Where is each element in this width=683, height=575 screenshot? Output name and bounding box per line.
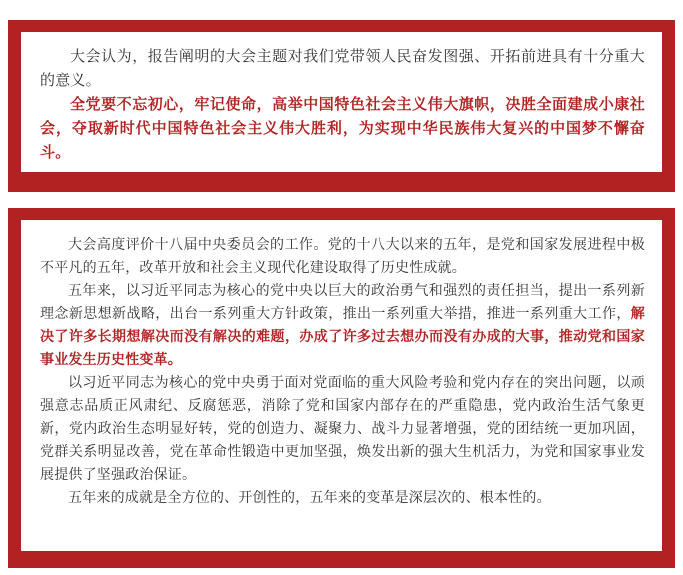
quote-panel-bottom <box>8 208 675 568</box>
five-years-text: 五年来，以习近平同志为核心的党中央以巨大的政治勇气和强烈的责任担当，提出一系列新理念新思想新战略，出台一系列重大方针政策，推出一系列重大举措，推进一系列重大工作， <box>40 283 645 322</box>
paragraph-evaluation: 大会高度评价十八届中央委员会的工作。党的十八大以来的五年，是党和国家发展进程中极不平凡的五年，改革开放和社会主义现代化建设取得了历史性成就。 <box>40 237 645 276</box>
five-years-emphasis: 解决了许多长期想解决而没有解决的难题，办成了许多过去想办而没有办成的大事，推动党和国家事业发生历史性变革。 <box>40 306 645 368</box>
paragraph-emphasis-mission: 全党要不忘初心，牢记使命，高举中国特色社会主义伟大旗帜，决胜全面建成小康社会，夺取新时代中国特色社会主义伟大胜利，为实现中华民族伟大复兴的中国梦不懈奋斗。 <box>40 95 645 161</box>
quote-panel-top-content <box>21 32 662 172</box>
quote-panel-top <box>8 20 675 192</box>
paragraph-five-years <box>40 280 645 372</box>
quote-panel-bottom-content <box>21 220 662 551</box>
paragraph-congress-theme: 大会认为，报告阐明的大会主题对我们党带领人民奋发图强、开拓前进具有十分重大的意义。 <box>40 47 645 89</box>
paragraph-achievements: 五年来的成就是全方位的、开创性的，五年来的变革是深层次的、根本性的。 <box>68 490 551 506</box>
paragraph-party-governance: 以习近平同志为核心的党中央勇于面对党面临的重大风险考验和党内存在的突出问题，以顽强意志品质正风肃纪、反腐惩恶，消除了党和国家内部存在的严重隐患，党内政治生活气象更新，党内政治生态明显好转，党的创造力、凝聚力、战斗力显著增强，党的团结统一更加巩固，党群关系明显改善，党在革命性锻造中更加坚强，焕发出新的强大生机活力，为党和国家事业发展提供了坚强政治保证。 <box>40 375 645 483</box>
